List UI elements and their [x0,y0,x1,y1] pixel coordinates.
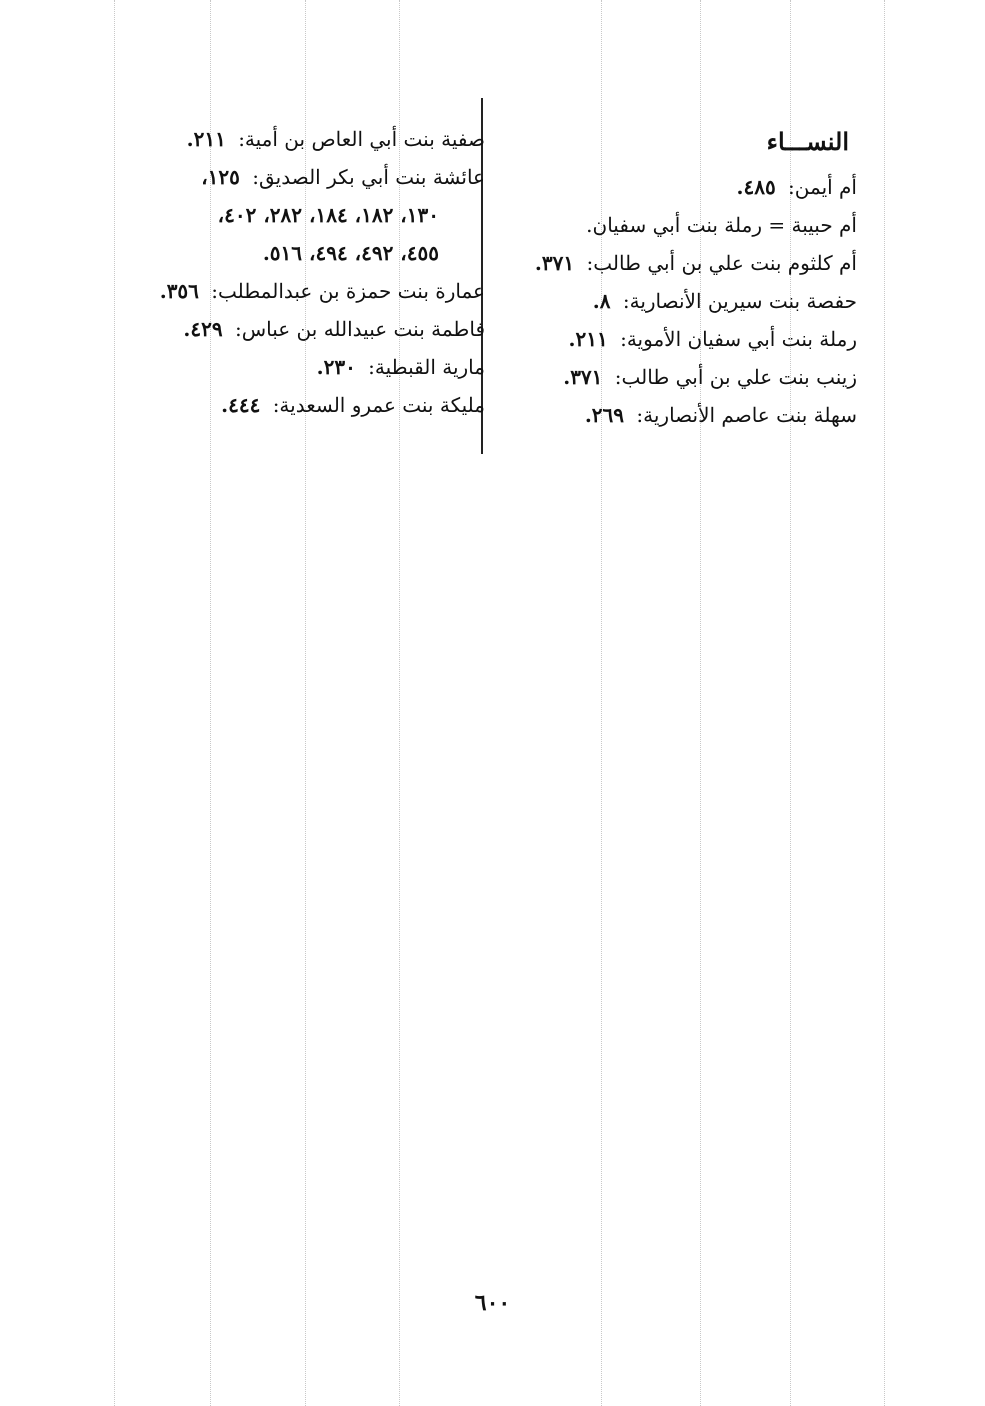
index-entry [512,358,857,396]
entry-name: عمارة بنت حمزة بن عبدالمطلب: [211,279,485,303]
entry-name: زينب بنت علي بن أبي طالب: [614,365,857,389]
index-entry [512,396,857,434]
index-entry [512,206,857,244]
entry-pages: ٢١١. [568,327,608,351]
entry-pages-continued: ٤٥٥، ٤٩٢، ٤٩٤، ٥١٦. [262,241,439,265]
entry-name: صفية بنت أبي العاص بن أمية: [238,127,485,151]
entry-pages: ٣٧١. [534,251,575,275]
page-number: ٦٠٠ [474,1290,511,1316]
entry-name: أم أيمن: [788,175,857,199]
entry-pages: ٢١١. [186,127,226,151]
entry-pages: ٤٢٩. [183,317,223,341]
index-entry [100,272,485,310]
entry-pages: ٤٤٤. [221,393,261,417]
entry-name: مارية القبطية: [368,355,485,379]
index-entry [512,168,857,206]
index-entry [512,320,857,358]
index-entry [100,386,485,424]
right-column [512,120,857,434]
section-title: النســـاء [766,127,849,156]
entry-pages: ٢٦٩. [584,403,625,427]
entry-pages: ٣٧١. [563,365,603,389]
entry-pages: ٣٥٦. [159,279,199,303]
entry-pages: ٤٨٥. [736,175,776,199]
index-entry-multiline [100,158,485,272]
entry-pages: ٢٣٠. [316,355,356,379]
entry-name: فاطمة بنت عبيدالله بن عباس: [234,317,485,341]
entry-name: عائشة بنت أبي بكر الصديق: [252,165,485,189]
index-entry [512,282,857,320]
index-entry [100,348,485,386]
scan-artifact-line [884,0,885,1406]
entry-name: رملة بنت أبي سفيان الأموية: [620,327,857,351]
entry-pages: ١٢٥، [201,165,240,189]
entry-name: أم كلثوم بنت علي بن أبي طالب: [586,251,857,275]
entry-name: أم حبيبة = رملة بنت أبي سفيان. [586,213,857,237]
entry-name: سهلة بنت عاصم الأنصارية: [636,403,857,427]
left-column [100,120,485,424]
index-entry [512,244,857,282]
entry-name: مليكة بنت عمرو السعدية: [272,393,485,417]
index-entry [100,120,485,158]
entry-name: حفصة بنت سيرين الأنصارية: [622,289,857,313]
entry-pages: ٨. [592,289,611,313]
entry-pages-continued: ١٣٠، ١٨٢، ١٨٤، ٢٨٢، ٤٠٢، [217,203,439,227]
index-entry [100,310,485,348]
